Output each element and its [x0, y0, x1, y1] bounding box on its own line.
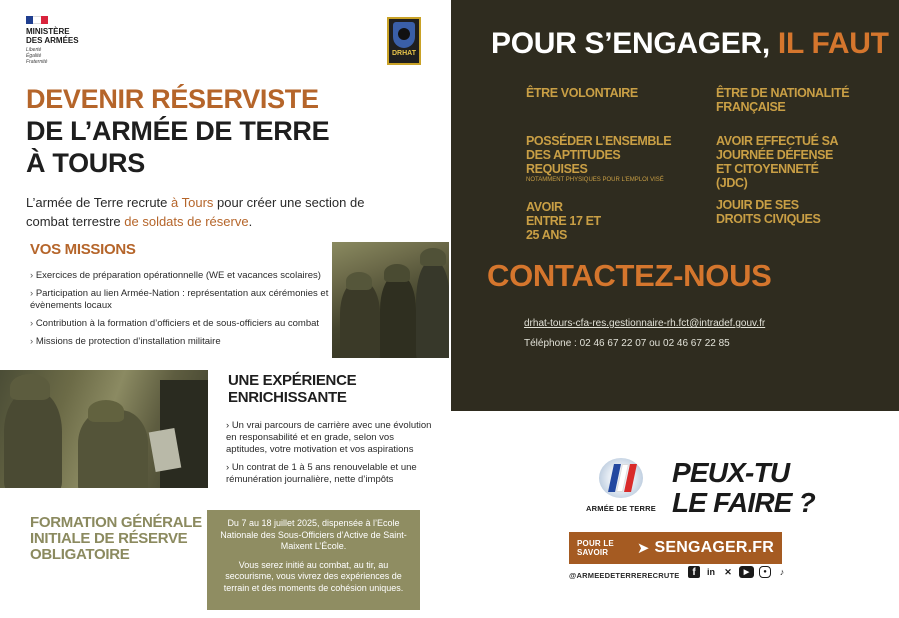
soldiers-photo-2 — [0, 370, 208, 488]
french-flag-icon — [26, 16, 48, 24]
condition-volontaire: ÊTRE VOLONTAIRE — [526, 86, 638, 100]
social-icons — [688, 566, 788, 578]
list-item: › Missions de protection d’installation militaire — [30, 336, 330, 348]
requirements-panel — [451, 0, 899, 411]
list-item: › Participation au lien Armée-Nation : représentation aux cérémonies et évènements locaux — [30, 288, 330, 312]
x-icon[interactable]: ✕ — [724, 566, 732, 577]
contact-email-link[interactable]: drhat-tours-cfa-res.gestionnaire-rh.fct@intradef.gouv.fr — [524, 318, 766, 329]
youtube-icon[interactable]: ▶ — [739, 566, 754, 578]
ministere-title: MINISTÈRE DES ARMÉES — [26, 27, 79, 45]
formation-heading: FORMATION GÉNÉRALE INITIALE DE RÉSERVE OBLIGATOIRE — [30, 514, 202, 563]
slogan-heading: PEUX-TU LE FAIRE ? — [672, 457, 815, 518]
title-line-1: DEVENIR RÉSERVISTE — [26, 84, 319, 114]
condition-age: AVOIR ENTRE 17 ET 25 ANS — [526, 200, 601, 242]
facebook-icon[interactable]: f — [688, 566, 700, 578]
contact-phone: Téléphone : 02 46 67 22 07 ou 02 46 67 22 85 — [524, 338, 730, 349]
instagram-icon[interactable]: ● — [759, 566, 771, 578]
armee-de-terre-logo — [575, 458, 667, 520]
drhat-logo — [387, 17, 421, 65]
intro-highlight-reserve: de soldats de réserve — [124, 214, 249, 229]
title-line-3: À TOURS — [26, 148, 145, 178]
armee-de-terre-emblem-icon — [599, 458, 643, 498]
cta-url-label: SENGAGER.FR — [654, 539, 774, 556]
formation-info-box — [207, 510, 420, 610]
condition-aptitudes-sub: NOTAMMENT PHYSIQUES POUR L’EMPLOI VISÉ — [526, 177, 664, 183]
condition-droits-civiques: JOUIR DE SES DROITS CIVIQUES — [716, 198, 821, 226]
title-line-2: DE L’ARMÉE DE TERRE — [26, 116, 330, 146]
list-item: › Un contrat de 1 à 5 ans renouvelable et une rémunération journalière, nette d’impôts — [226, 462, 436, 486]
missions-heading: VOS MISSIONS — [30, 241, 136, 258]
formation-description: Vous serez initié au combat, au tir, au secourisme, vous vivrez des expériences de terrain et des moments de cohésion uniques. — [223, 559, 404, 593]
ministere-motto: Liberté Égalité Fraternité — [26, 47, 48, 65]
sengager-link-button[interactable] — [569, 532, 782, 564]
drhat-emblem-icon — [393, 22, 415, 48]
list-item: › Un vrai parcours de carrière avec une évolution en responsabilité et en grade, selon vos aptitudes, votre motivation et vos aspirations — [226, 420, 436, 456]
condition-jdc: AVOIR EFFECTUÉ SA JOURNÉE DÉFENSE ET CITOYENNETÉ (JDC) — [716, 134, 838, 190]
condition-aptitudes: POSSÉDER L’ENSEMBLE DES APTITUDES REQUISES NOTAMMENT PHYSIQUES POUR L’EMPLOI VISÉ — [526, 134, 676, 184]
formation-dates: Du 7 au 18 juillet 2025, dispensée à l’Ecole Nationale des Sous-Officiers d’Active de Saint-Maixent L’École. — [220, 518, 407, 551]
contact-heading: CONTACTEZ-NOUS — [487, 258, 772, 293]
cta-small-label: POUR LE SAVOIR — [577, 539, 614, 557]
experience-list — [226, 420, 436, 492]
linkedin-icon[interactable]: in — [707, 567, 715, 577]
condition-nationalite: ÊTRE DE NATIONALITÉ FRANÇAISE — [716, 86, 850, 114]
intro-paragraph: L’armée de Terre recrute à Tours pour créer une section de combat terrestre de soldats de réserve. — [26, 195, 365, 229]
social-handle: @ARMEEDETERRERECRUTE — [569, 571, 680, 580]
list-item: › Contribution à la formation d’officiers et de sous-officiers au combat — [30, 318, 330, 330]
missions-list — [30, 270, 330, 354]
list-item: › Exercices de préparation opérationnelle (WE et vacances scolaires) — [30, 270, 330, 282]
ministere-logo — [26, 16, 106, 65]
arrow-right-icon: ➤ — [636, 540, 650, 557]
engage-heading: POUR S’ENGAGER, IL FAUT — [491, 27, 889, 60]
tiktok-icon[interactable]: ♪ — [779, 567, 785, 577]
experience-heading: UNE EXPÉRIENCE ENRICHISSANTE — [228, 372, 357, 406]
drhat-label: DRHAT — [392, 50, 416, 57]
armee-de-terre-name: ARMÉE DE TERRE — [586, 504, 656, 513]
intro-highlight-location: à Tours — [171, 195, 214, 210]
soldiers-photo-1 — [332, 242, 449, 358]
